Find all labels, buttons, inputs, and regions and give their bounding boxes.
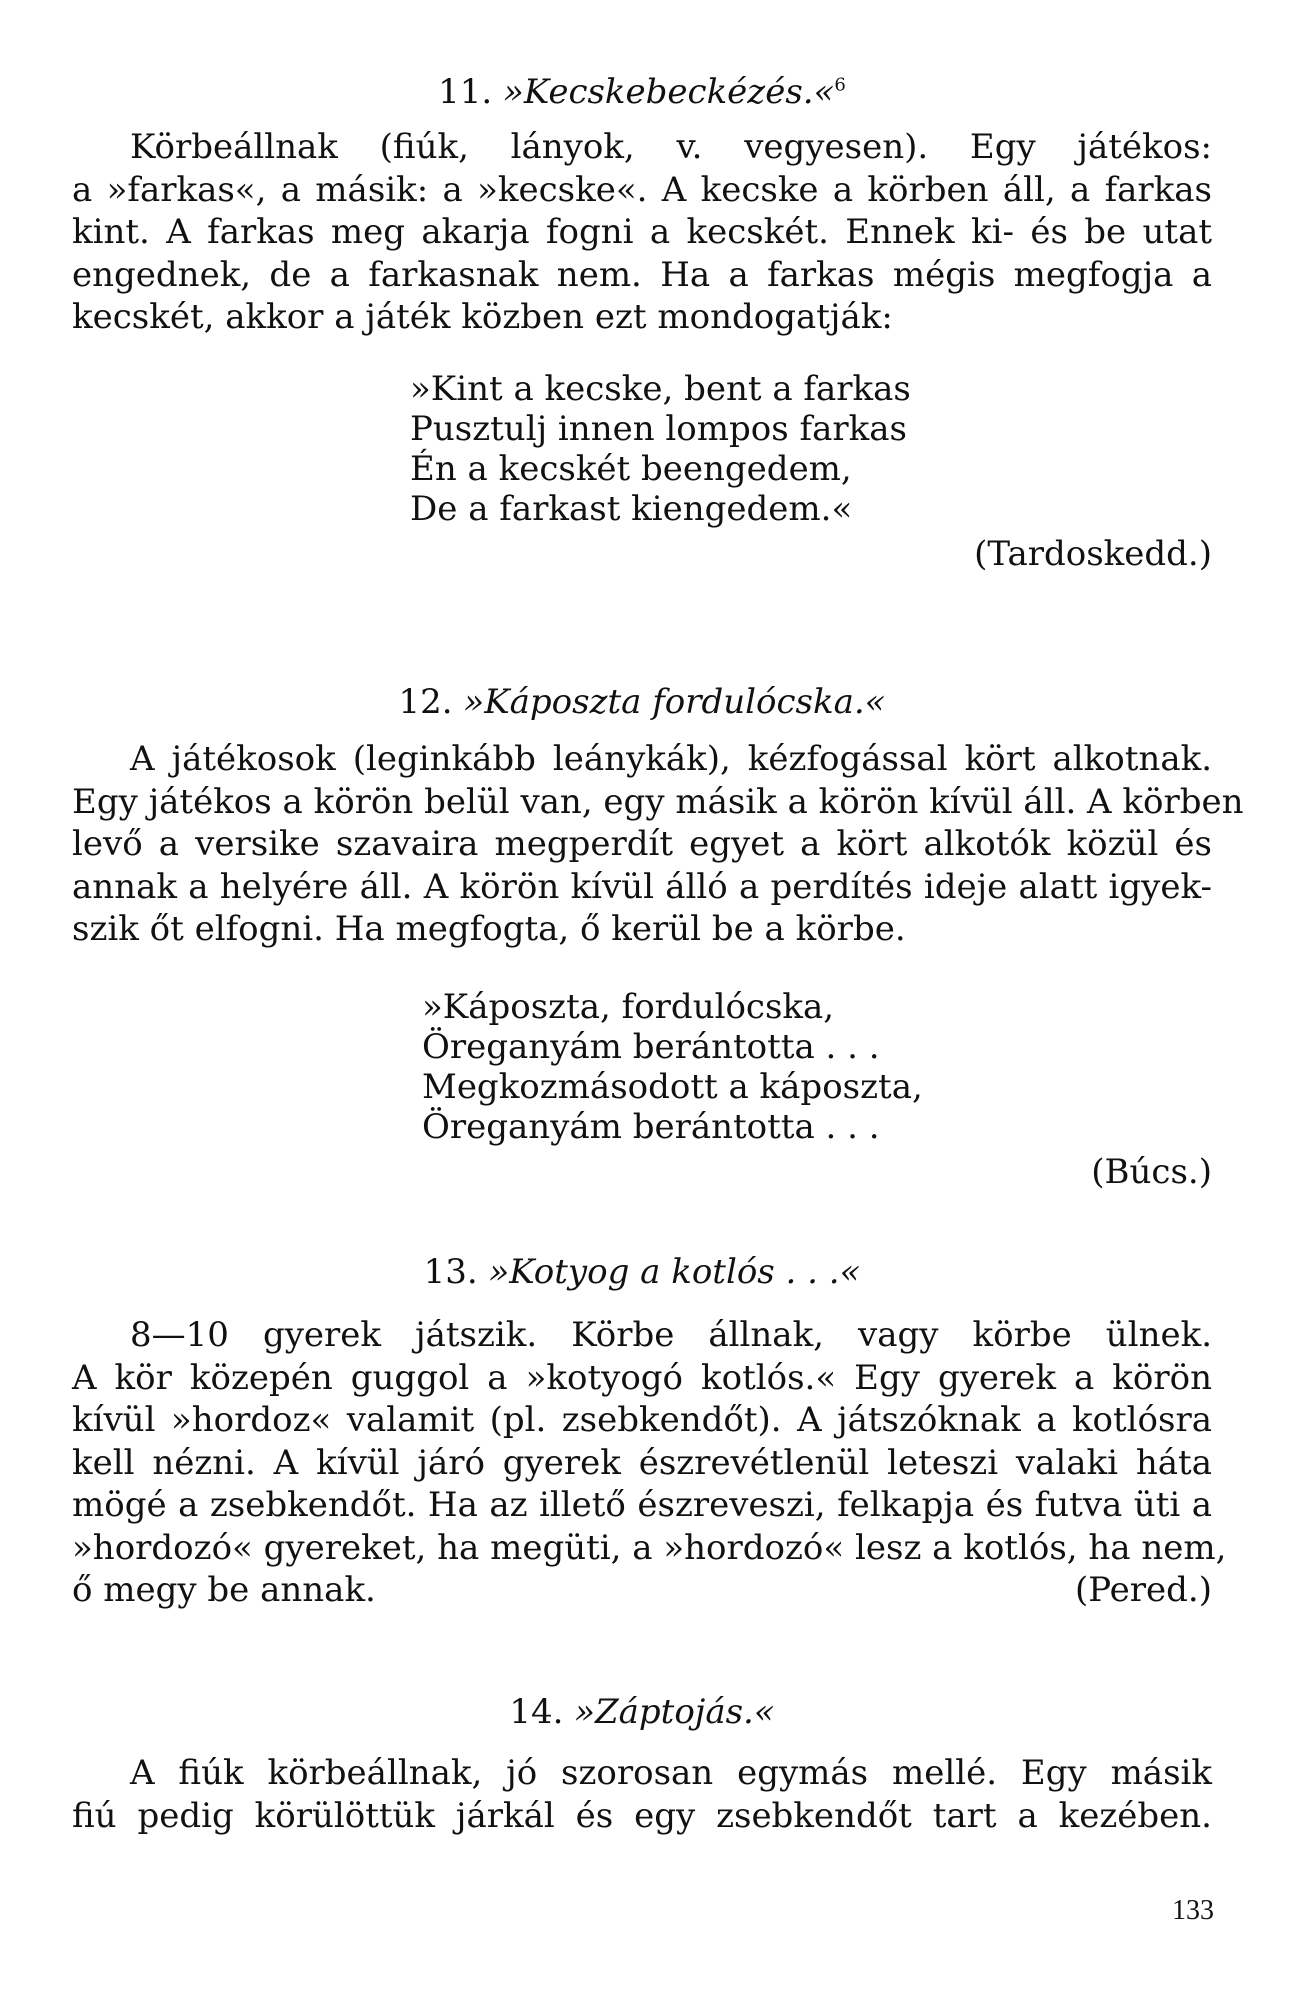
poem-line: Öreganyám berántotta . . .	[422, 1106, 880, 1147]
paragraph-line: levő a versike szavaira megperdít egyet a kört alkotók közül és	[72, 824, 1212, 864]
poem	[72, 369, 1212, 529]
section-title: »Záptojás.«	[574, 1692, 775, 1732]
paragraph-line-text: ő megy be annak.	[72, 1570, 376, 1610]
section-number: 13.	[423, 1252, 478, 1292]
paragraph-line: kecskét, akkor a játék közben ezt mondogatják:	[72, 297, 893, 337]
footnote-marker: 6	[834, 74, 846, 96]
section-number: 12.	[398, 682, 453, 722]
book-page	[72, 70, 1244, 1950]
paragraph-line: Egy játékos a körön belül van, egy másik a körön kívül áll. A körben	[72, 781, 1244, 822]
section-12	[72, 680, 1244, 1193]
page-number: 133	[1172, 1895, 1214, 1926]
poem-line: De a farkast kiengedem.«	[410, 488, 853, 529]
paragraph-line: kell nézni. A kívül járó gyerek észrevétlenül leteszi valaki háta	[72, 1442, 1212, 1483]
paragraph-line: A játékosok (leginkább leánykák), kézfogással kört alkotnak.	[130, 739, 1212, 779]
section-heading	[72, 1690, 1212, 1734]
section-paragraph	[72, 738, 1244, 951]
section-paragraph	[72, 126, 1212, 339]
paragraph-line: mögé a zsebkendőt. Ha az illető észreveszi, felkapja és futva üti a	[72, 1485, 1212, 1525]
paragraph-line: szik őt elfogni. Ha megfogta, ő kerül be a körbe.	[72, 909, 906, 949]
paragraph-line: »hordozó« gyereket, ha megüti, a »hordozó« lesz a kotlós, ha nem,	[72, 1527, 1227, 1568]
poem-line: Pusztulj innen lompos farkas	[410, 408, 907, 449]
section-heading	[72, 70, 1212, 114]
paragraph-line: a »farkas«, a másik: a »kecske«. A kecske a körben áll, a farkas	[72, 169, 1212, 210]
paragraph-line	[72, 1569, 1212, 1612]
poem	[72, 987, 1212, 1147]
source-location: (Pered.)	[1075, 1570, 1212, 1610]
paragraph-line: A kör közepén guggol a »kotyogó kotlós.« Egy gyerek a körön	[72, 1357, 1212, 1398]
paragraph-line: kint. A farkas meg akarja fogni a kecskét. Ennek ki- és be utat	[72, 212, 1212, 252]
section-number: 11.	[438, 72, 493, 112]
section-title: »Kecskebeckézés.«	[503, 72, 835, 112]
section-11	[72, 70, 1212, 575]
section-title: »Káposzta fordulócska.«	[463, 682, 886, 722]
source-location: (Búcs.)	[1091, 1151, 1212, 1192]
poem-line: Öreganyám berántotta . . .	[422, 1026, 880, 1067]
section-number: 14.	[509, 1692, 564, 1732]
section-paragraph	[72, 1314, 1227, 1612]
paragraph-line: annak a helyére áll. A körön kívül álló a perdítés ideje alatt igyek-	[72, 866, 1212, 907]
paragraph-line: kívül »hordoz« valamit (pl. zsebkendőt). A játszóknak a kotlósra	[72, 1400, 1212, 1440]
paragraph-line: A fiúk körbeállnak, jó szorosan egymás mellé. Egy másik	[130, 1753, 1212, 1793]
poem-line: »Kint a kecske, bent a farkas	[410, 368, 911, 409]
paragraph-line: 8—10 gyerek játszik. Körbe állnak, vagy körbe ülnek.	[130, 1315, 1212, 1355]
section-title: »Kotyog a kotlós . . .«	[488, 1252, 861, 1292]
paragraph-line: engednek, de a farkasnak nem. Ha a farkas mégis megfogja a	[72, 254, 1212, 295]
source-location: (Tardoskedd.)	[974, 533, 1212, 574]
paragraph-line: Körbeállnak (fiúk, lányok, v. vegyesen). Egy játékos:	[130, 127, 1212, 167]
section-heading	[72, 680, 1212, 724]
paragraph-line: fiú pedig körülöttük járkál és egy zsebkendőt tart a kezében.	[72, 1795, 1212, 1836]
section-13	[72, 1250, 1227, 1612]
section-14	[72, 1690, 1212, 1837]
section-heading	[72, 1250, 1212, 1294]
poem-line: »Káposzta, fordulócska,	[422, 986, 835, 1027]
section-paragraph	[72, 1752, 1212, 1837]
poem-line: Én a kecskét beengedem,	[410, 448, 852, 489]
poem-line: Megkozmásodott a káposzta,	[422, 1066, 923, 1107]
